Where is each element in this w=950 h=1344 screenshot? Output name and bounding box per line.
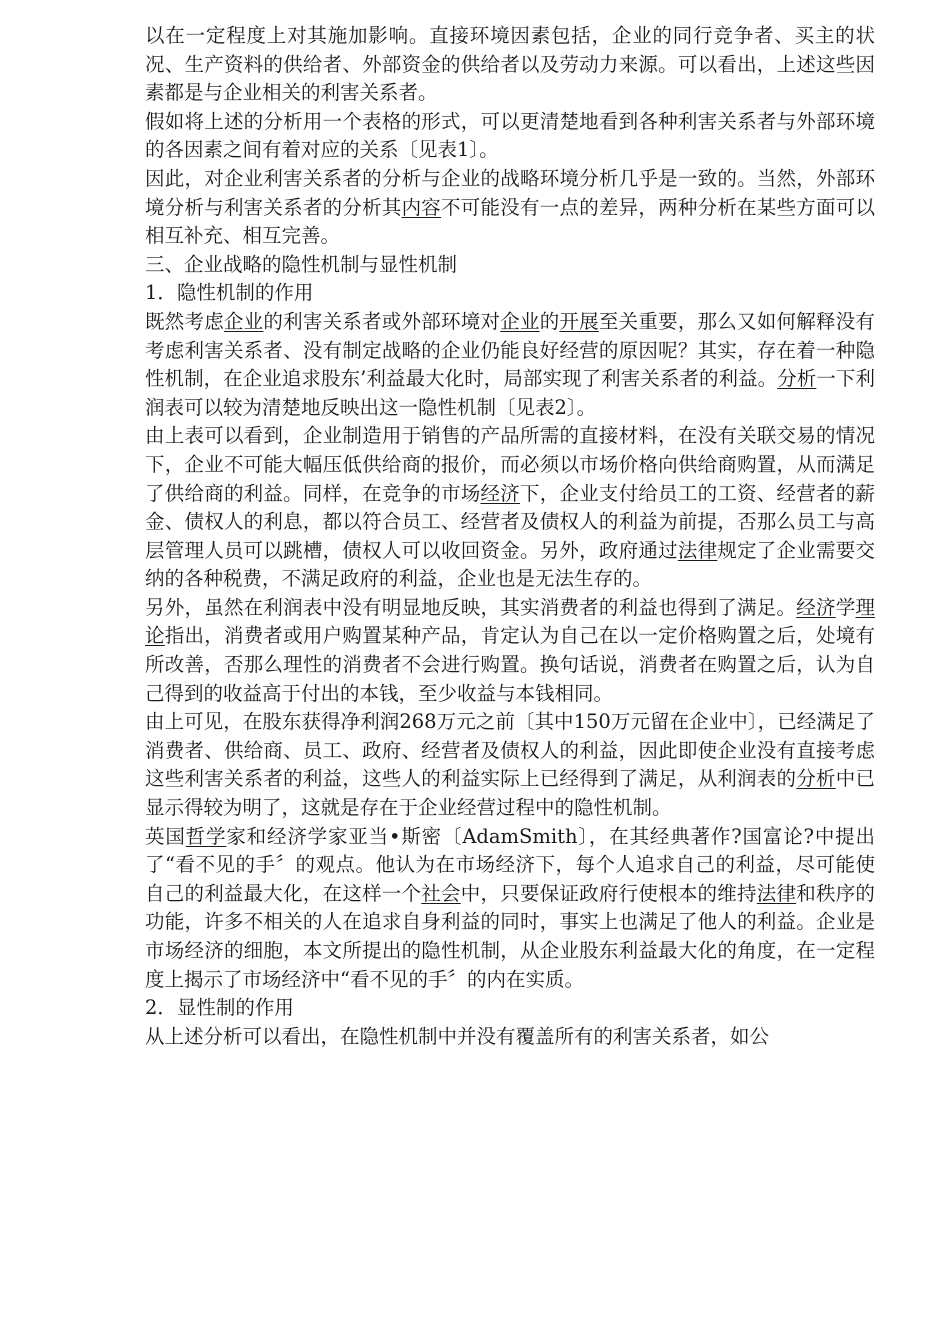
paragraph [145,165,875,251]
paragraph [145,1023,875,1052]
paragraph [145,251,875,280]
paragraph [145,823,875,995]
paragraph-text: 和秩序的功能，许多不相关的人在追求自身利益的同时，事实上也满足了他人的利益。企业是市场经济的细胞，本文所提出的隐性机制，从企业股东利益最大化的角度，在一定程度上揭示了市场经济中“看不见的手〞的内在实质。 [145,881,875,991]
paragraph-text: 至关重要，那么又如何解释没有考虑利害关系者、没有制定战略的企业仍能良好经营的原因呢？其实，存在着一种隐性机制，在企业追求股东’利益最大化时，局部实现了利害关系者的利益。 [145,309,875,391]
paragraph [145,594,875,708]
paragraph-text: 1．隐性机制的作用 [145,281,314,305]
paragraph-text: 2．显性制的作用 [145,996,294,1020]
paragraph [145,422,875,594]
paragraph-text: 指出，消费者或用户购置某种产品，肯定认为自己在以一定价格购置之后，处境有所改善，否那么理性的消费者不会进行购置。换句话说，消费者在购置之后，认为自己得到的收益高于付出的本钱，至少收益与本钱相同。 [145,624,875,705]
paragraph [145,708,875,822]
hyperlink-text[interactable]: 社会 [421,881,461,905]
hyperlink-text[interactable]: 理论 [145,595,875,648]
hyperlink-text[interactable]: 哲学 [185,824,227,848]
paragraph-text: 另外，虽然在利润表中没有明显地反映，其实消费者的利益也得到了满足。 [145,595,797,619]
paragraph-text: 中已显示得较为明了，这就是存在于企业经营过程中的隐性机制。 [145,767,875,820]
paragraph-text: 规定了企业需要交纳的各种税费，不满足政府的利益，企业也是无法生存的。 [145,538,875,591]
paragraph-text: 学 [835,595,856,619]
body-text [145,22,875,1051]
paragraph-text: 由上表可以看到，企业制造用于销售的产品所需的直接材料，在没有关联交易的情况下，企业不可能大幅压低供给商的报价，而必须以市场价格向供给商购置，从而满足了供给商的利益。同样，在竞争的市场 [145,424,875,505]
paragraph [145,994,875,1023]
paragraph-text: 英国 [145,824,186,848]
hyperlink-text[interactable]: 经济 [796,595,836,619]
paragraph [145,308,875,422]
hyperlink-text[interactable]: 开展 [559,309,599,333]
paragraph-text: 中，只要保证政府行使根本的维持 [460,881,757,905]
paragraph-text: 三、企业战略的隐性机制与显性机制 [145,252,458,276]
hyperlink-text[interactable]: 内容 [401,195,442,219]
hyperlink-text[interactable]: 经济 [480,481,520,505]
hyperlink-text[interactable]: 企业 [500,309,540,333]
hyperlink-text[interactable]: 分析 [777,367,817,391]
hyperlink-text[interactable]: 法律 [677,538,718,562]
paragraph-text: 从上述分析可以看出，在隐性机制中并没有覆盖所有的利害关系者，如公 [145,1024,770,1048]
hyperlink-text[interactable]: 分析 [796,767,836,791]
paragraph-text: 下，企业支付给员工的工资、经营者的薪金、债权人的利息，都以符合员工、经营者及债权人的利益为前提，否那么员工与高层管理人员可以跳槽，债权人可以收回资金。另外，政府通过 [145,481,875,562]
paragraph [145,279,875,308]
hyperlink-text[interactable]: 法律 [756,881,797,905]
paragraph-text: 家和经济学家亚当•斯密〔AdamSmith〕，在其经典著作?国富论?中提出了“看不见的手〞的观点。他认为在市场经济下，每个人追求自己的利益，尽可能使自己的利益最大化，在这样一个 [145,824,875,905]
paragraph-text: 既然考虑 [145,309,224,333]
hyperlink-text[interactable]: 企业 [223,309,264,333]
paragraph-text: 不可能没有一点的差异，两种分析在某些方面可以相互补充、相互完善。 [145,195,875,248]
paragraph-text: 一下利润表可以较为清楚地反映出这一隐性机制〔见表2〕。 [145,367,875,419]
paragraph-text: 的利害关系者或外部环境对 [263,309,501,333]
paragraph-text: 假如将上述的分析用一个表格的形式，可以更清楚地看到各种利害关系者与外部环境的各因素之间有着对应的关系〔见表1〕。 [145,109,875,162]
paragraph [145,22,875,108]
paragraph-text: 的 [539,309,560,333]
paragraph [145,108,875,165]
paragraph-text: 因此，对企业利害关系者的分析与企业的战略环境分析几乎是一致的。当然，外部环境分析与利害关系者的分析其 [145,166,875,219]
paragraph-text: 以在一定程度上对其施加影响。直接环境因素包括，企业的同行竞争者、买主的状况、生产资料的供给者、外部资金的供给者以及劳动力来源。可以看出，上述这些因素都是与企业相关的利害关系者。 [145,24,875,105]
paragraph-text: 由上可见，在股东获得净利润268万元之前〔其中150万元留在企业中〕，已经满足了消费者、供给商、员工、政府、经营者及债权人的利益，因此即使企业没有直接考虑这些利害关系者的利益，这些人的利益实际上已经得到了满足，从利润表的 [145,710,875,791]
